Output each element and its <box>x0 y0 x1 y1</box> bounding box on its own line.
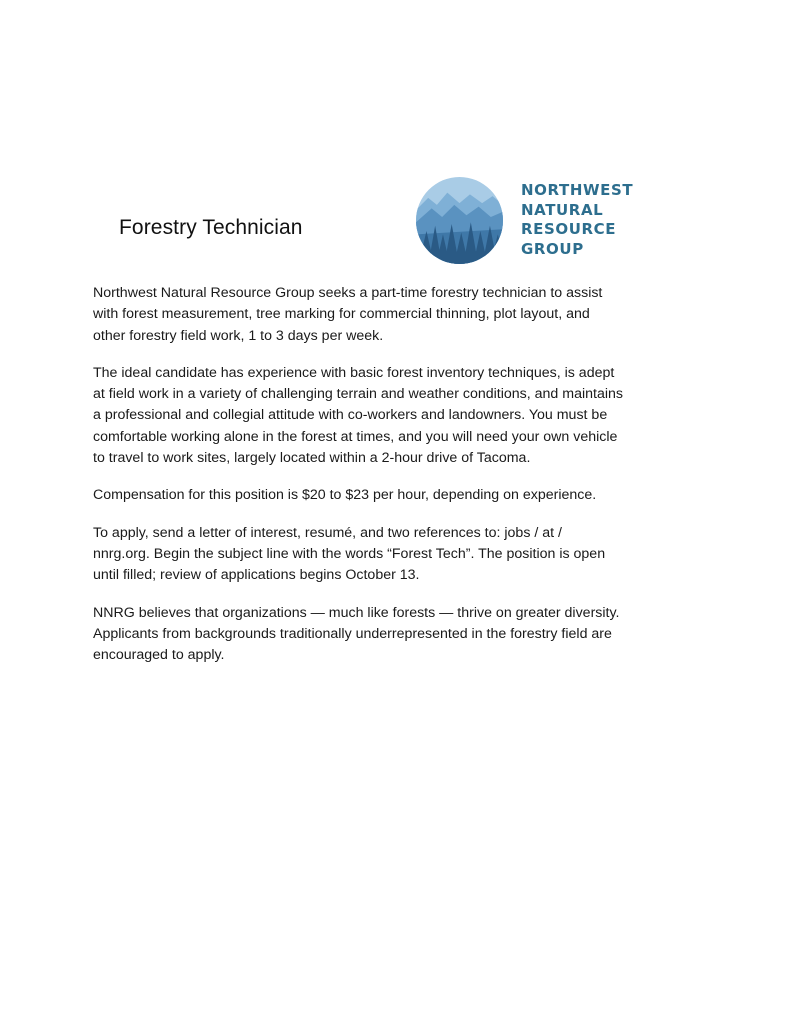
text-line: Compensation for this position is $20 to $23 per hour, depending on experience. <box>93 487 597 504</box>
logo-line: NORTHWEST <box>521 181 634 199</box>
text-line: nnrg.org. Begin the subject line with the words “Forest Tech”. The position is open <box>93 545 606 562</box>
diversity-paragraph <box>93 603 693 667</box>
page-title: Forestry Technician <box>119 216 303 239</box>
logo-line: GROUP <box>521 239 584 258</box>
qualifications-paragraph <box>93 363 693 469</box>
logo-line: NATURAL <box>521 200 604 219</box>
intro-paragraph <box>93 283 693 347</box>
logo-line: RESOURCE <box>521 220 617 238</box>
compensation-paragraph <box>93 485 693 506</box>
text-line: Northwest Natural Resource Group seeks a part-time forestry technician to assist <box>93 285 603 301</box>
text-line: with forest measurement, tree marking for commercial thinning, plot layout, and <box>93 306 590 323</box>
text-line: The ideal candidate has experience with basic forest inventory techniques, is adept <box>93 364 615 381</box>
text-line: at field work in a variety of challenging terrain and weather conditions, and maintains <box>93 386 623 403</box>
application-paragraph <box>93 523 693 587</box>
mountain-forest-logo-icon <box>416 177 503 264</box>
text-line: to travel to work sites, largely located within a 2-hour drive of Tacoma. <box>93 450 531 467</box>
text-line: until filled; review of applications begins October 13. <box>93 567 420 584</box>
job-description <box>93 283 693 682</box>
text-line: comfortable working alone in the forest at times, and you will need your own vehicle <box>93 428 618 445</box>
text-line: To apply, send a letter of interest, resumé, and two references to: jobs / at / <box>93 524 562 541</box>
nnrg-logo <box>416 177 646 265</box>
logo-wordmark <box>521 181 633 259</box>
text-line: a professional and collegial attitude with co-workers and landowners. You must be <box>93 407 608 424</box>
text-line: other forestry field work, 1 to 3 days per week. <box>93 327 384 344</box>
text-line: encouraged to apply. <box>93 647 225 664</box>
text-line: Applicants from backgrounds traditionally underrepresented in the forestry field are <box>93 625 612 642</box>
text-line: NNRG believes that organizations — much like forests — thrive on greater diversity. <box>93 604 620 621</box>
